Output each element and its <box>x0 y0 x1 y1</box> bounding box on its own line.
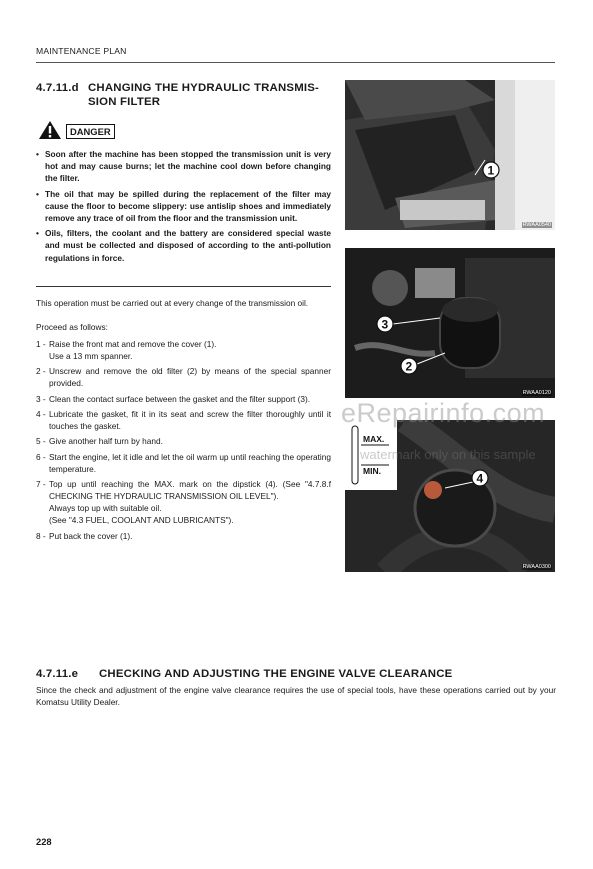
step-text: Put back the cover (1). <box>49 530 133 541</box>
danger-item: • The oil that may be spilled during the replacement of the filter may cause the floor to become slippery: use antislip shoes and immediately remove any trace of oil from the floor and the transmission unit. <box>36 188 331 224</box>
step-item <box>36 393 331 405</box>
section-d-title <box>36 81 336 109</box>
step-item <box>36 451 331 475</box>
dipstick-illustration <box>345 420 555 572</box>
step-subtext: (See "4.3 FUEL, COOLANT AND LUBRICANTS"). <box>49 515 234 526</box>
section-d-title-line2: SION FILTER <box>88 96 161 108</box>
step-text: Unscrew and remove the old filter (2) by means of the special spanner provided. <box>49 366 331 389</box>
watermark-subtext: watermark only on this sample <box>360 447 536 462</box>
step-item <box>36 530 331 542</box>
step-number: 8 - <box>36 530 46 541</box>
dipstick-min-label: MIN. <box>363 466 381 476</box>
step-number: 5 - <box>36 436 46 447</box>
step-text: Start the engine, let it idle and let the oil warm up until reaching the operating temperature. <box>49 451 331 474</box>
step-number: 2 - <box>36 366 46 377</box>
step-item <box>36 338 331 362</box>
section-d-number: 4.7.11.d <box>36 82 79 94</box>
filter-illustration <box>345 248 555 398</box>
figure-code: RWAA0300 <box>522 564 551 570</box>
step-item <box>36 478 331 526</box>
figure-cover-photo <box>345 80 555 230</box>
step-text: Raise the front mat and remove the cover (1). <box>49 339 217 349</box>
callout-2: 2 <box>405 359 413 374</box>
figure-code: RWAA0540 <box>522 222 551 228</box>
figure-code: RWAA0120 <box>522 390 551 396</box>
section-d-title-line1: CHANGING THE HYDRAULIC TRANSMIS- <box>88 82 320 94</box>
dipstick-max-label: MAX. <box>363 434 385 444</box>
section-e-number: 4.7.11.e <box>36 668 79 680</box>
figure-filter-photo <box>345 248 555 398</box>
step-number: 1 - <box>36 339 46 349</box>
step-text: Lubricate the gasket, fit it in its seat and screw the filter thoroughly until it touches the gasket. <box>49 409 331 432</box>
step-item <box>36 408 331 432</box>
step-subtext: Use a 13 mm spanner. <box>49 351 133 362</box>
section-e-title-text: CHECKING AND ADJUSTING THE ENGINE VALVE CLEARANCE <box>99 668 453 680</box>
danger-item: • Soon after the machine has been stopped the transmission unit is very hot and may cause burns; let the machine cool down before changing the filter. <box>36 148 331 184</box>
step-subtext: Always top up with suitable oil. <box>49 503 162 514</box>
figure-dipstick-photo <box>345 420 555 572</box>
step-item <box>36 435 331 447</box>
page-header: MAINTENANCE PLAN <box>36 46 127 56</box>
watermark: eRepairinfo.com <box>341 398 546 428</box>
proceed-text: Proceed as follows: <box>36 322 108 332</box>
step-item <box>36 365 331 389</box>
section-e-title <box>36 667 556 681</box>
step-text: Clean the contact surface between the gasket and the filter support (3). <box>49 393 311 404</box>
intro-text: This operation must be carried out at every change of the transmission oil. <box>36 298 309 308</box>
callout-1: 1 <box>487 163 495 178</box>
cover-illustration <box>345 80 555 230</box>
step-text: Give another half turn by hand. <box>49 436 163 447</box>
callout-3: 3 <box>381 317 389 332</box>
warning-triangle-icon <box>38 120 62 140</box>
section-divider <box>36 286 331 287</box>
page-number: 228 <box>36 836 52 847</box>
danger-item: • Oils, filters, the coolant and the battery are considered special waste and must be collected and disposed of according to the anti-pollution regulations in force. <box>36 227 331 263</box>
section-e-paragraph: Since the check and adjustment of the engine valve clearance requires the use of special tools, have these operations carried out by your Komatsu Utility Dealer. <box>36 685 556 708</box>
danger-list <box>36 148 331 267</box>
callout-4: 4 <box>476 471 484 486</box>
steps-list <box>36 338 331 545</box>
header-rule <box>36 62 555 63</box>
step-number: 6 - <box>36 451 46 462</box>
step-number: 7 - <box>36 479 46 490</box>
step-text: Top up until reaching the MAX. mark on the dipstick (4). (See "4.7.8.f CHECKING THE HYDRAULIC TRANSMISSION OIL LEVEL"). <box>49 479 331 502</box>
danger-label: DANGER <box>66 124 115 139</box>
step-number: 3 - <box>36 393 46 404</box>
step-number: 4 - <box>36 409 46 420</box>
